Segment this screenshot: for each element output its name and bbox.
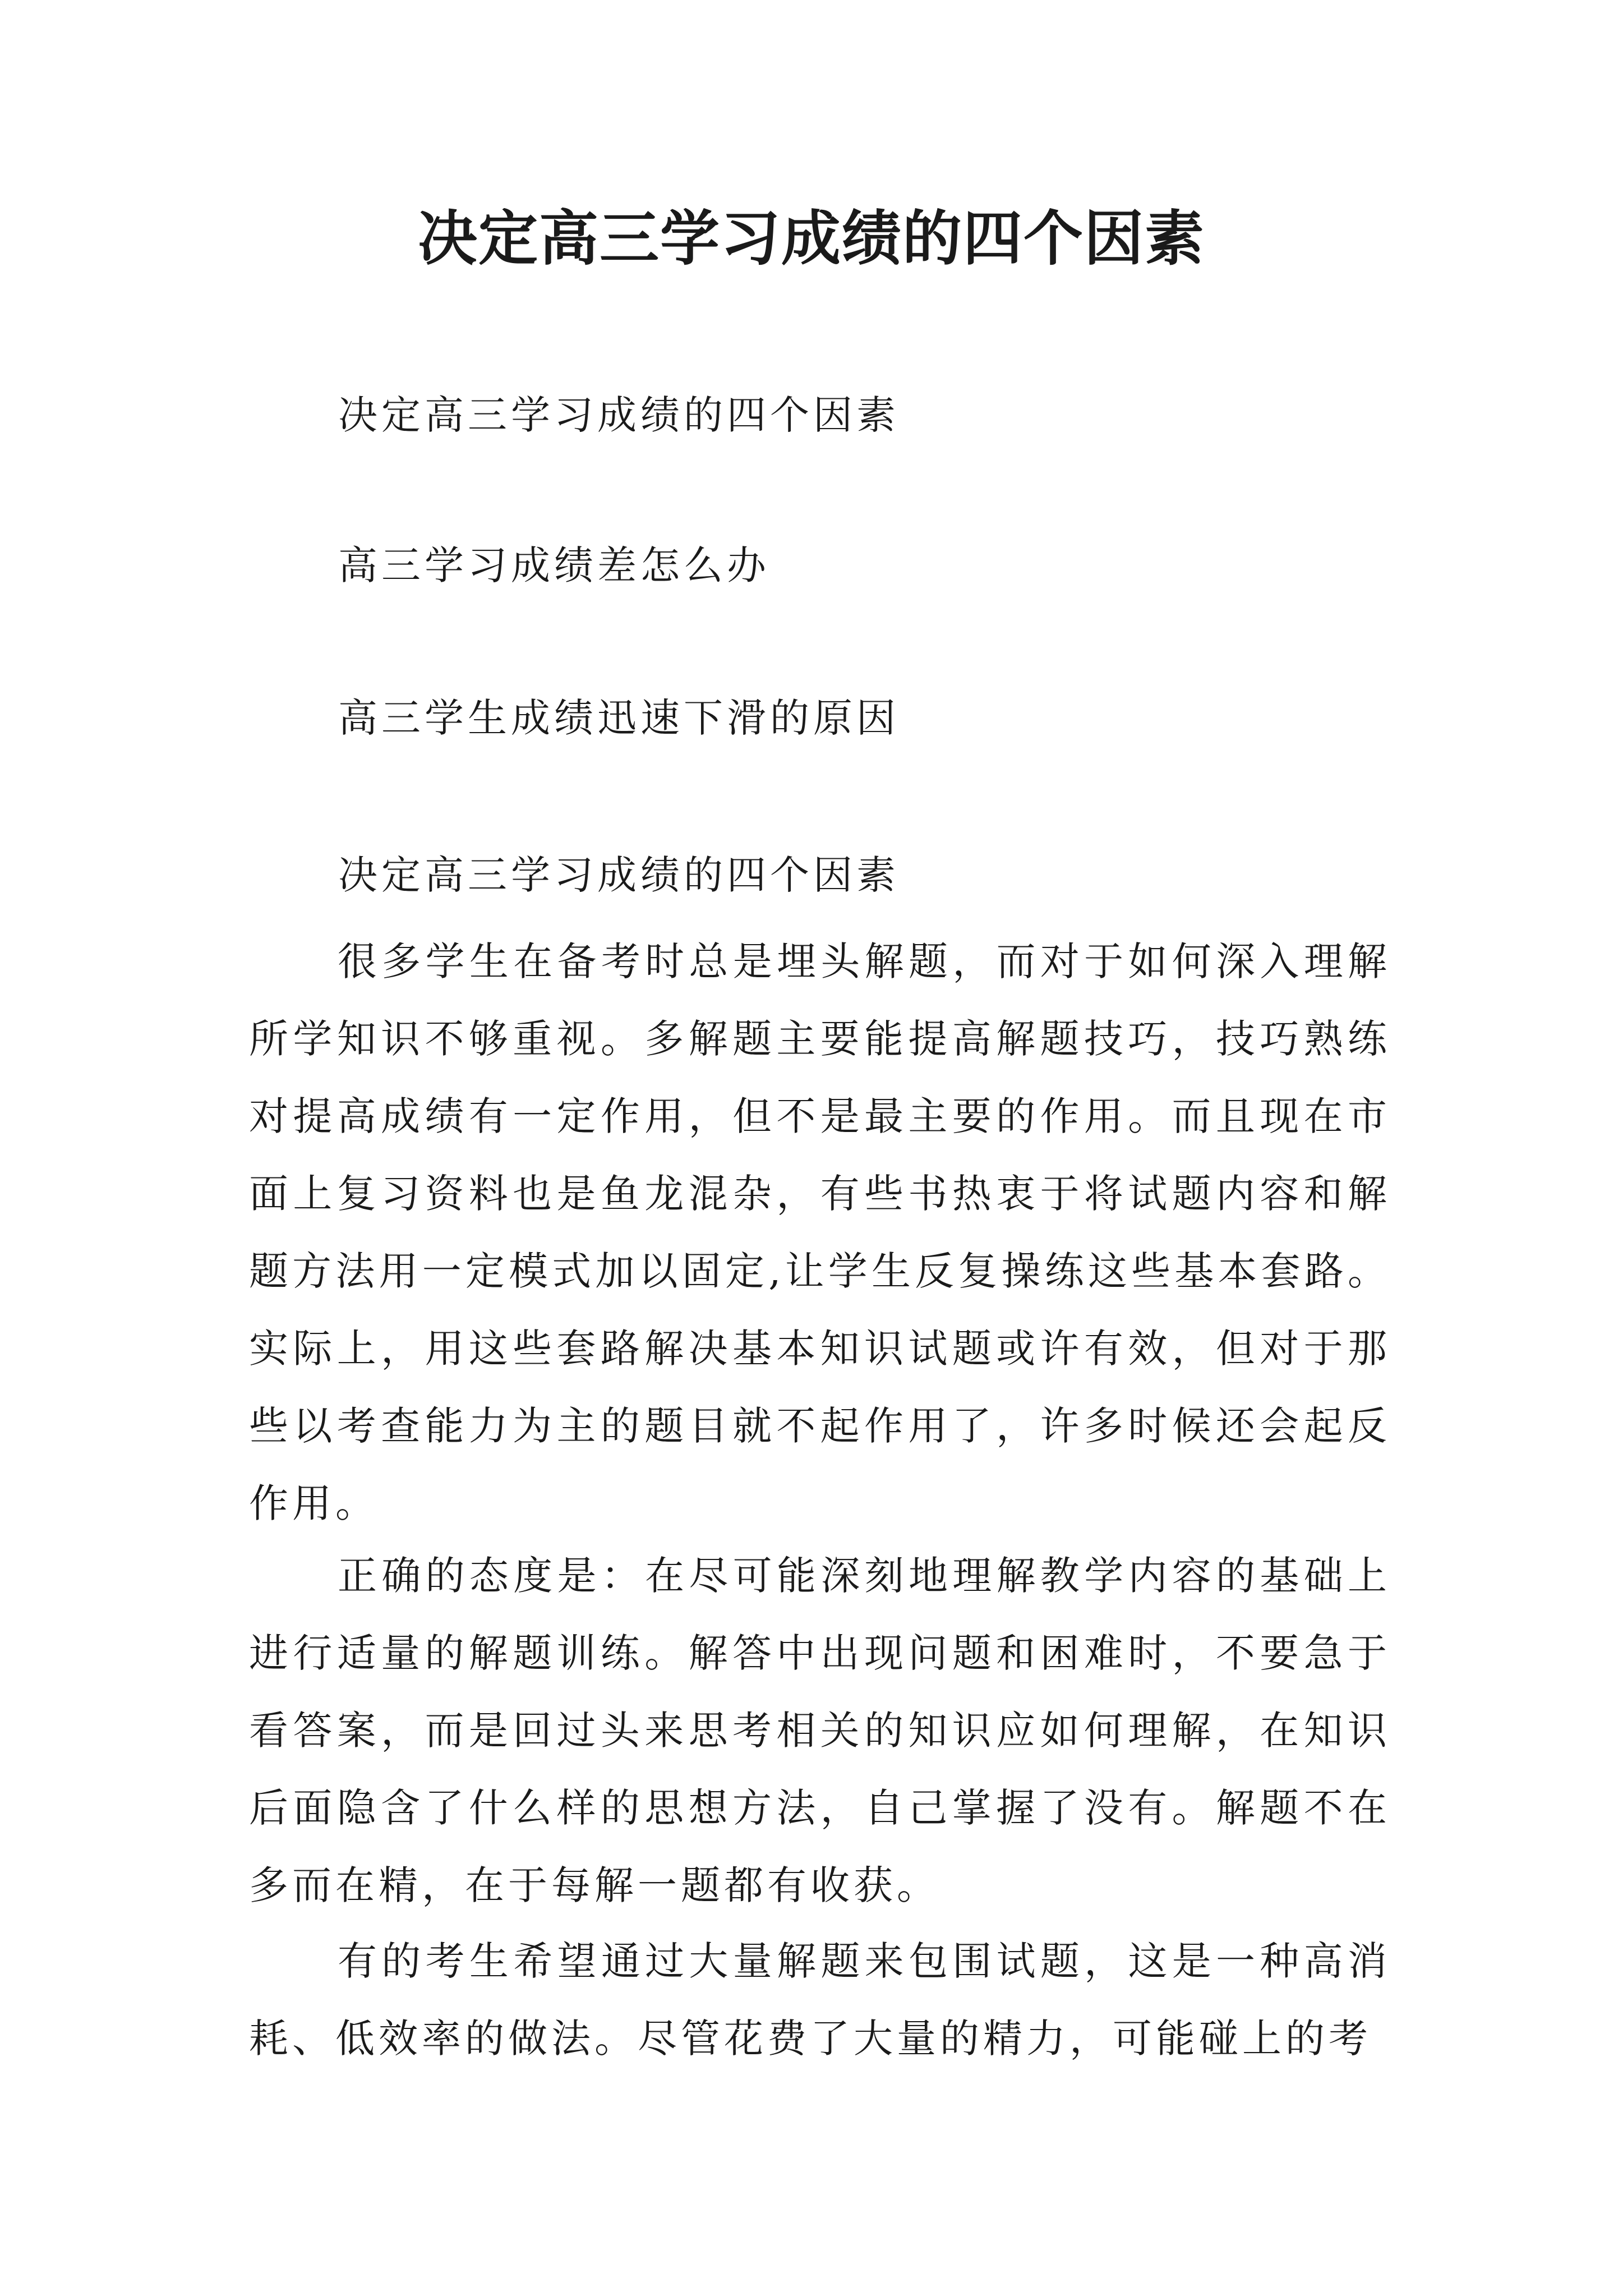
toc-item: 高三学习成绩差怎么办: [338, 542, 770, 588]
body-paragraph: 有的考生希望通过大量解题来包围试题，这是一种高消耗、低效率的做法。尽管花费了大量的精力，可能碰上的考: [249, 1938, 1391, 2062]
section-heading: 决定高三学习成绩的四个因素: [338, 852, 900, 898]
toc-item: 高三学生成绩迅速下滑的原因: [338, 695, 900, 741]
body-paragraph: 正确的态度是：在尽可能深刻地理解教学内容的基础上进行适量的解题训练。解答中出现问题和困难时，不要急于看答案，而是回过头来思考相关的知识应如何理解，在知识后面隐含了什么样的思想方法，自己掌握了没有。解题不在多而在精，在于每解一题都有收获。: [249, 1553, 1391, 1908]
body-paragraph: 很多学生在备考时总是埋头解题，而对于如何深入理解所学知识不够重视。多解题主要能提高解题技巧，技巧熟练对提高成绩有一定作用，但不是最主要的作用。而且现在市面上复习资料也是鱼龙混杂，有些书热衷于将试题内容和解题方法用一定模式加以固定,让学生反复操练这些基本套路。实际上，用这些套路解决基本知识试题或许有效，但对于那些以考查能力为主的题目就不起作用了，许多时候还会起反作用。: [249, 938, 1391, 1526]
document-title: 决定高三学习成绩的四个因素: [418, 203, 1205, 273]
toc-item: 决定高三学习成绩的四个因素: [338, 392, 900, 438]
